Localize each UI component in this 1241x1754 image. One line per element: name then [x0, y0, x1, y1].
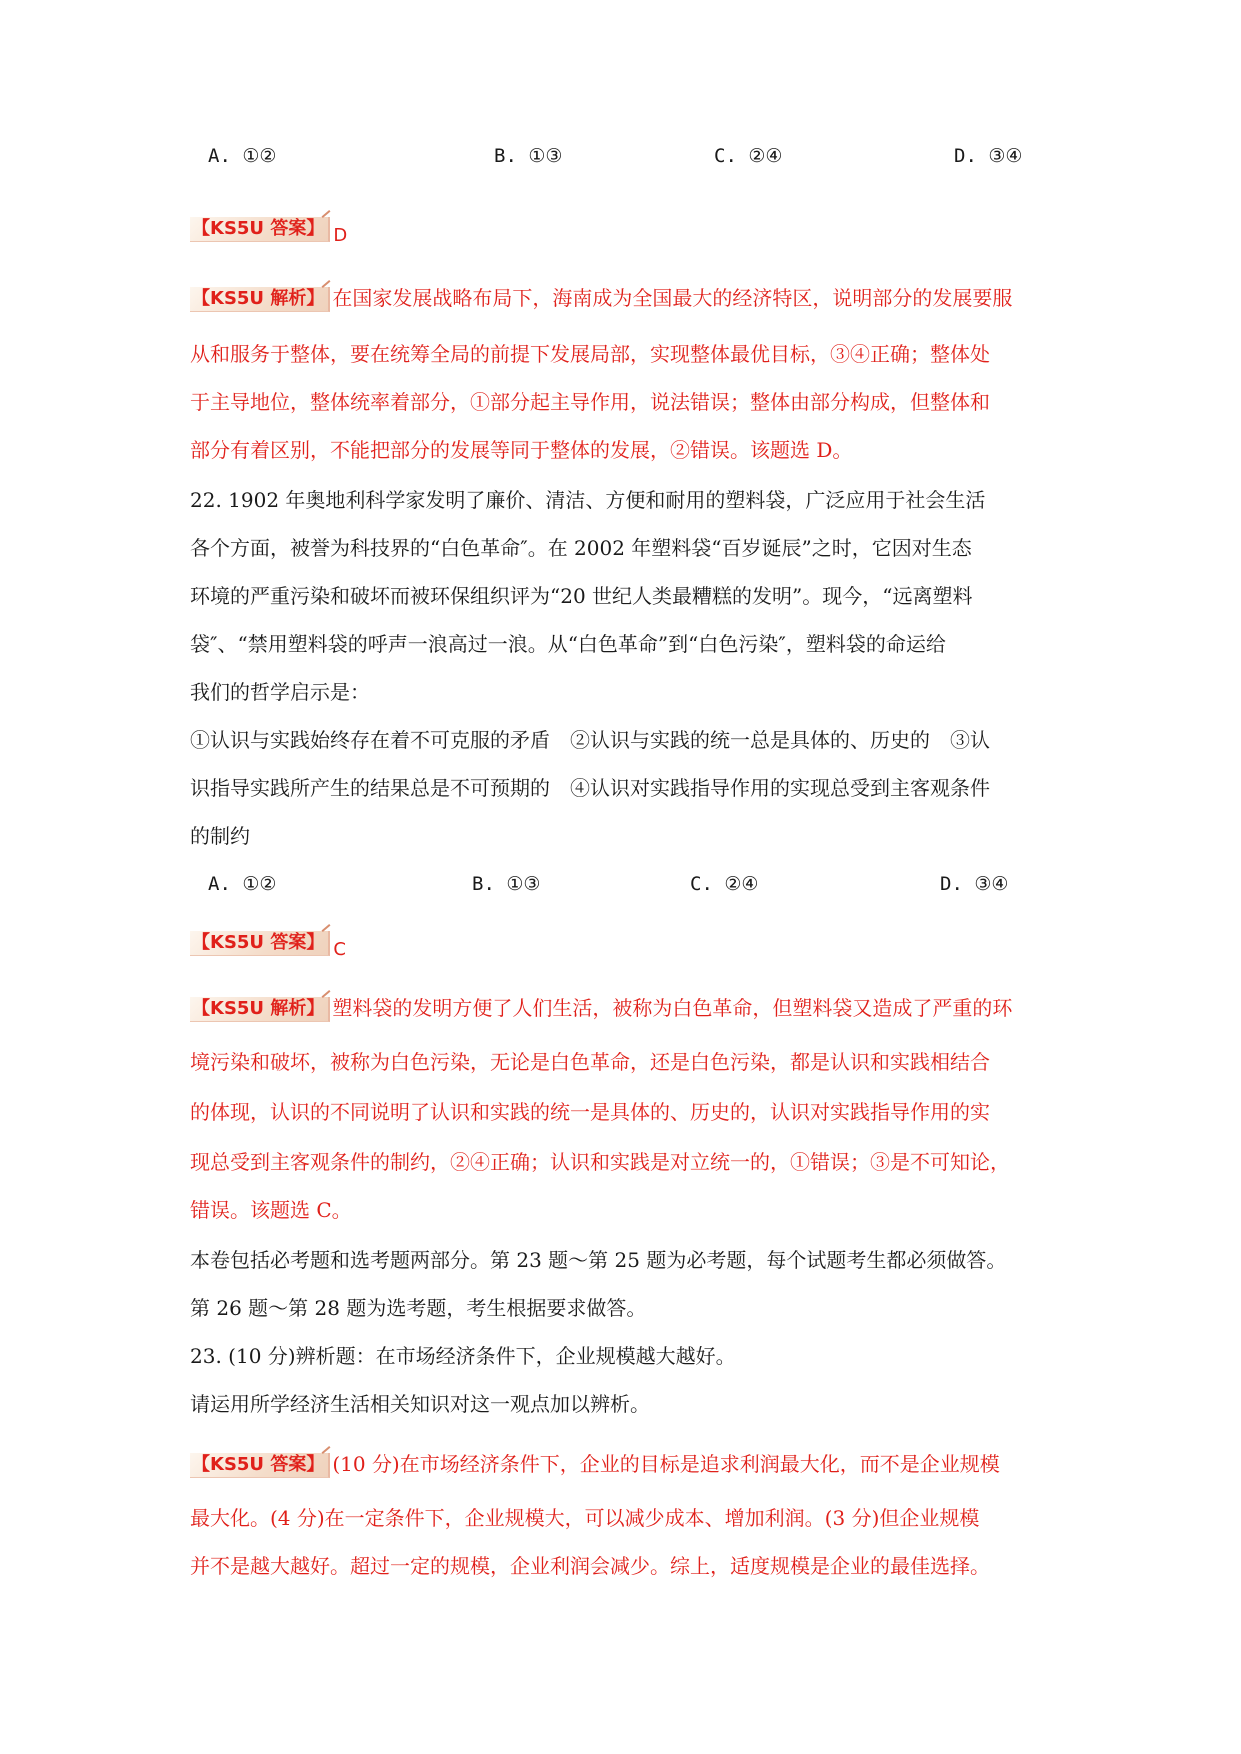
q22-stem-line-2: 各个方面，被誉为科技界的“白色革命″。在 2002 年塑料袋“百岁诞辰”之时，它因对生态 [190, 536, 972, 560]
ks5u-answer-label: 【KS5U 答案】 [190, 1453, 330, 1478]
q22-stem-line-7: 识指导实践所产生的结果总是不可预期的 ④认识对实践指导作用的实现总受到主客观条件 [190, 776, 990, 800]
q22-stem-line-3: 环境的严重污染和破坏而被环保组织评为“20 世纪人类最糟糕的发明”。现今，“远离塑料 [190, 584, 973, 608]
q22-analysis-line-5: 错误。该题选 C。 [190, 1198, 352, 1222]
q22-option-d: D. ③④ [940, 873, 1009, 895]
q22-stem-line-5: 我们的哲学启示是： [190, 680, 370, 704]
q21-analysis-line-2: 从和服务于整体，要在统筹全局的前提下发展局部，实现整体最优目标，③④正确；整体处 [190, 342, 990, 366]
ks5u-answer-label: 【KS5U 答案】 [190, 931, 330, 956]
q21-option-a: A. ①② [208, 145, 277, 167]
q21-option-b: B. ①③ [494, 145, 563, 167]
q22-option-a: A. ①② [208, 873, 277, 895]
q21-answer-value: D [333, 225, 348, 246]
q22-analysis-line-4: 现总受到主客观条件的制约，②④正确；认识和实践是对立统一的，①错误；③是不可知论， [190, 1150, 1010, 1174]
q21-analysis-line-1: 【KS5U 解析】 在国家发展战略布局下，海南成为全国最大的经济特区，说明部分的发展要服 [192, 286, 1013, 310]
q22-analysis-line-3: 的体现，认识的不同说明了认识和实践的统一是具体的、历史的，认识对实践指导作用的实 [190, 1100, 990, 1124]
ks5u-analysis-label: 【KS5U 解析】 [190, 287, 330, 312]
q22-stem-line-8: 的制约 [190, 824, 250, 848]
q23-stem-line-2: 请运用所学经济生活相关知识对这一观点加以辨析。 [190, 1392, 650, 1416]
q22-answer-value: C [333, 939, 346, 960]
section-note-line-1: 本卷包括必考题和选考题两部分。第 23 题～第 25 题为必考题，每个试题考生都必须做答。 [190, 1248, 1007, 1272]
section-note-line-2: 第 26 题～第 28 题为选考题，考生根据要求做答。 [190, 1296, 647, 1320]
q21-analysis-line-3: 于主导地位，整体统率着部分，①部分起主导作用，说法错误；整体由部分构成，但整体和 [190, 390, 990, 414]
q23-answer-line-2: 最大化。(4 分)在一定条件下，企业规模大，可以减少成本、增加利润。(3 分)但企业规模 [190, 1506, 980, 1530]
q22-stem-line-6: ①认识与实践始终存在着不可克服的矛盾 ②认识与实践的统一总是具体的、历史的 ③认 [190, 728, 990, 752]
q23-answer-line-3: 并不是越大越好。超过一定的规模，企业利润会减少。综上，适度规模是企业的最佳选择。 [190, 1554, 990, 1578]
q22-option-b: B. ①③ [472, 873, 541, 895]
q21-answer-line [190, 214, 347, 250]
q23-stem-line-1: 23. (10 分)辨析题：在市场经济条件下，企业规模越大越好。 [190, 1344, 736, 1368]
q22-stem-line-4: 袋″、“禁用塑料袋的呼声一浪高过一浪。从“白色革命”到“白色污染″，塑料袋的命运给 [190, 632, 946, 656]
q21-option-c: C. ②④ [714, 145, 783, 167]
q22-stem-line-1: 22. 1902 年奥地利科学家发明了廉价、清洁、方便和耐用的塑料袋，广泛应用于社会生活 [190, 488, 986, 512]
q21-option-d: D. ③④ [954, 145, 1023, 167]
ks5u-answer-label: 【KS5U 答案】 [190, 217, 330, 242]
q22-analysis-line-2: 境污染和破坏，被称为白色污染，无论是白色革命，还是白色污染，都是认识和实践相结合 [190, 1050, 990, 1074]
q23-answer-line-1: 【KS5U 答案】 (10 分)在市场经济条件下，企业的目标是追求利润最大化，而不是企业规模 [192, 1452, 1000, 1476]
q22-analysis-line-1: 【KS5U 解析】 塑料袋的发明方便了人们生活，被称为白色革命，但塑料袋又造成了严重的环 [192, 996, 1013, 1020]
q22-answer-line [190, 928, 346, 964]
ks5u-analysis-label: 【KS5U 解析】 [190, 997, 330, 1022]
q21-analysis-line-4: 部分有着区别，不能把部分的发展等同于整体的发展，②错误。该题选 D。 [190, 438, 853, 462]
q22-option-c: C. ②④ [690, 873, 759, 895]
